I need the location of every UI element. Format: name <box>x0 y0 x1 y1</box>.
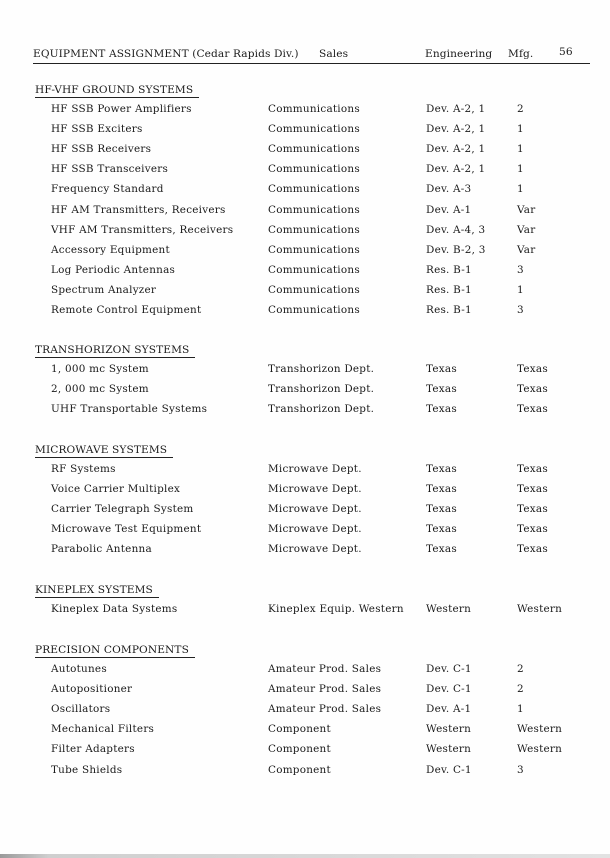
table-row <box>0 463 610 483</box>
mfg-assignment: 3 <box>517 263 524 276</box>
mfg-assignment: Texas <box>517 523 548 536</box>
sales-assignment: Communications <box>268 263 360 276</box>
table-row <box>0 123 610 143</box>
table-row <box>0 224 610 244</box>
sales-assignment: Component <box>268 763 331 776</box>
mfg-assignment: 2 <box>517 683 524 696</box>
mfg-assignment: 2 <box>517 663 524 675</box>
engineering-assignment: Dev. C-1 <box>426 683 472 696</box>
mfg-assignment: Texas <box>517 383 548 396</box>
mfg-assignment: Texas <box>517 463 548 475</box>
sales-assignment: Microwave Dept. <box>268 523 362 536</box>
section-title: MICROWAVE SYSTEMS <box>35 444 173 458</box>
engineering-assignment: Dev. C-1 <box>426 763 472 776</box>
mfg-assignment: 1 <box>517 163 524 176</box>
sales-assignment: Communications <box>268 283 360 296</box>
equipment-name: Filter Adapters <box>51 743 135 756</box>
engineering-assignment: Texas <box>426 383 457 396</box>
engineering-assignment: Dev. A-2, 1 <box>426 103 486 115</box>
table-row <box>0 503 610 523</box>
engineering-assignment: Dev. A-2, 1 <box>426 123 486 136</box>
mfg-assignment: Var <box>517 223 536 236</box>
engineering-assignment: Texas <box>426 523 457 536</box>
equipment-name: Parabolic Antenna <box>51 543 152 556</box>
mfg-assignment: Western <box>517 743 563 756</box>
engineering-assignment: Dev. C-1 <box>426 663 472 675</box>
sales-assignment: Amateur Prod. Sales <box>268 663 382 675</box>
engineering-assignment: Texas <box>426 543 457 556</box>
engineering-assignment: Texas <box>426 363 457 375</box>
equipment-name: HF SSB Receivers <box>51 143 152 156</box>
mfg-assignment: Texas <box>517 503 548 516</box>
mfg-assignment: 1 <box>517 703 524 716</box>
equipment-name: Mechanical Filters <box>51 723 155 736</box>
page-title: EQUIPMENT ASSIGNMENT (Cedar Rapids Div.) <box>33 48 299 60</box>
equipment-name: Carrier Telegraph System <box>51 503 194 516</box>
sales-assignment: Microwave Dept. <box>268 483 362 496</box>
table-row <box>0 403 610 423</box>
section-title: PRECISION COMPONENTS <box>35 644 195 658</box>
table-row <box>0 103 610 123</box>
sales-assignment: Microwave Dept. <box>268 503 362 516</box>
engineering-assignment: Dev. A-1 <box>426 703 472 716</box>
mfg-assignment: 2 <box>517 103 524 115</box>
column-header-mfg: Mfg. <box>508 48 534 60</box>
equipment-name: UHF Transportable Systems <box>51 403 208 416</box>
equipment-name: Autopositioner <box>51 683 133 696</box>
engineering-assignment: Dev. A-1 <box>426 203 472 216</box>
mfg-assignment: Texas <box>517 483 548 496</box>
table-row <box>0 523 610 543</box>
mfg-assignment: Texas <box>517 543 548 556</box>
table-row <box>0 304 610 324</box>
equipment-name: VHF AM Transmitters, Receivers <box>51 223 234 236</box>
equipment-name: HF SSB Power Amplifiers <box>51 103 192 115</box>
equipment-name: HF AM Transmitters, Receivers <box>51 203 226 216</box>
table-row <box>0 723 610 743</box>
engineering-assignment: Western <box>426 603 472 615</box>
engineering-assignment: Western <box>426 723 472 736</box>
equipment-name: Autotunes <box>51 663 107 675</box>
equipment-name: Voice Carrier Multiplex <box>51 483 181 496</box>
equipment-name: Frequency Standard <box>51 183 164 196</box>
equipment-name: HF SSB Exciters <box>51 123 143 136</box>
engineering-assignment: Dev. B-2, 3 <box>426 243 486 256</box>
equipment-name: 1, 000 mc System <box>51 363 149 375</box>
table-row <box>0 764 610 784</box>
equipment-name: 2, 000 mc System <box>51 383 149 396</box>
sales-assignment: Communications <box>268 123 360 136</box>
equipment-name: Remote Control Equipment <box>51 304 202 316</box>
sales-assignment: Communications <box>268 304 360 316</box>
page-header <box>33 47 590 64</box>
equipment-name: Log Periodic Antennas <box>51 263 176 276</box>
engineering-assignment: Texas <box>426 483 457 496</box>
engineering-assignment: Texas <box>426 403 457 416</box>
equipment-name: Tube Shields <box>51 763 123 776</box>
sales-assignment: Kineplex Equip. Western <box>268 603 404 615</box>
sales-assignment: Transhorizon Dept. <box>268 403 375 416</box>
table-row <box>0 543 610 563</box>
engineering-assignment: Res. B-1 <box>426 283 472 296</box>
table-row <box>0 663 610 683</box>
sales-assignment: Amateur Prod. Sales <box>268 703 382 716</box>
mfg-assignment: Western <box>517 723 563 736</box>
mfg-assignment: 1 <box>517 183 524 196</box>
sales-assignment: Communications <box>268 183 360 196</box>
table-row <box>0 383 610 403</box>
mfg-assignment: Western <box>517 603 563 615</box>
table-row <box>0 204 610 224</box>
sales-assignment: Communications <box>268 243 360 256</box>
sales-assignment: Amateur Prod. Sales <box>268 683 382 696</box>
sales-assignment: Component <box>268 723 331 736</box>
mfg-assignment: 3 <box>517 763 524 776</box>
sales-assignment: Communications <box>268 103 360 115</box>
section-title: TRANSHORIZON SYSTEMS <box>35 344 195 358</box>
engineering-assignment: Texas <box>426 463 457 475</box>
mfg-assignment: 1 <box>517 123 524 136</box>
sales-assignment: Communications <box>268 223 360 236</box>
column-header-sales: Sales <box>319 48 349 60</box>
table-row <box>0 743 610 763</box>
table-row <box>0 284 610 304</box>
column-header-engineering: Engineering <box>425 48 493 60</box>
sales-assignment: Transhorizon Dept. <box>268 363 375 375</box>
sales-assignment: Communications <box>268 163 360 176</box>
engineering-assignment: Dev. A-2, 1 <box>426 143 486 156</box>
engineering-assignment: Western <box>426 743 472 756</box>
sales-assignment: Component <box>268 743 331 756</box>
table-row <box>0 703 610 723</box>
page-number: 56 <box>559 46 573 58</box>
sales-assignment: Transhorizon Dept. <box>268 383 375 396</box>
equipment-name: HF SSB Transceivers <box>51 163 169 176</box>
table-row <box>0 244 610 264</box>
sales-assignment: Communications <box>268 203 360 216</box>
equipment-name: Oscillators <box>51 703 111 716</box>
table-row <box>0 683 610 703</box>
mfg-assignment: 1 <box>517 283 524 296</box>
table-row <box>0 264 610 284</box>
engineering-assignment: Dev. A-2, 1 <box>426 163 486 176</box>
section-title: HF-VHF GROUND SYSTEMS <box>35 84 199 98</box>
equipment-name: RF Systems <box>51 463 116 475</box>
engineering-assignment: Dev. A-4, 3 <box>426 223 486 236</box>
table-row <box>0 603 610 623</box>
engineering-assignment: Dev. A-3 <box>426 183 472 196</box>
table-row <box>0 163 610 183</box>
scan-edge <box>0 854 610 858</box>
table-row <box>0 143 610 163</box>
mfg-assignment: Texas <box>517 403 548 416</box>
mfg-assignment: Texas <box>517 363 548 375</box>
equipment-name: Accessory Equipment <box>51 243 170 256</box>
mfg-assignment: 1 <box>517 143 524 156</box>
table-row <box>0 363 610 383</box>
equipment-name: Kineplex Data Systems <box>51 603 178 615</box>
engineering-assignment: Res. B-1 <box>426 263 472 276</box>
engineering-assignment: Texas <box>426 503 457 516</box>
sales-assignment: Communications <box>268 143 360 156</box>
mfg-assignment: Var <box>517 203 536 216</box>
sales-assignment: Microwave Dept. <box>268 463 362 475</box>
table-row <box>0 483 610 503</box>
mfg-assignment: Var <box>517 243 536 256</box>
equipment-name: Spectrum Analyzer <box>51 283 157 296</box>
sales-assignment: Microwave Dept. <box>268 543 362 556</box>
engineering-assignment: Res. B-1 <box>426 304 472 316</box>
equipment-name: Microwave Test Equipment <box>51 523 202 536</box>
section-title: KINEPLEX SYSTEMS <box>35 584 159 598</box>
table-row <box>0 183 610 203</box>
mfg-assignment: 3 <box>517 304 524 316</box>
